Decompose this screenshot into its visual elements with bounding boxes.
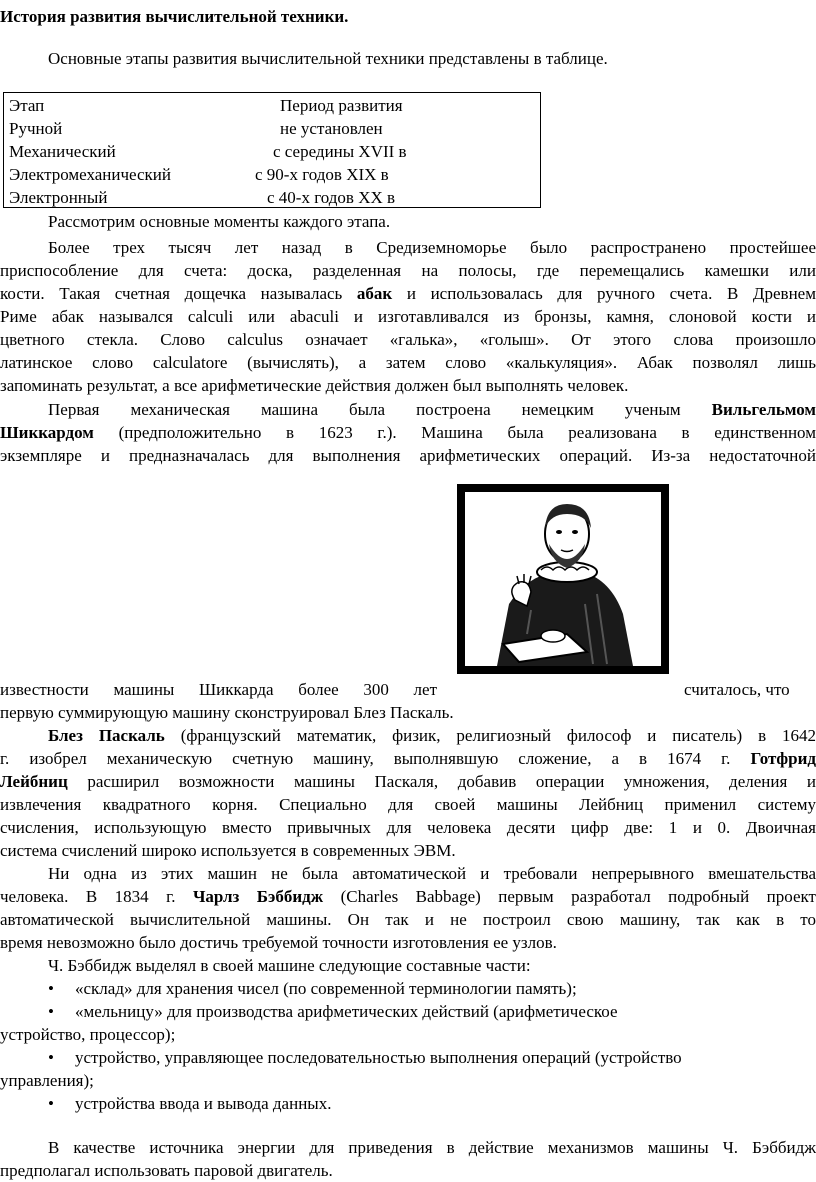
paragraph-line: счисления, использующую вместо привычных для человека десяти цифр две: 1 и 0. Двоичная bbox=[0, 818, 816, 837]
table-row bbox=[9, 140, 407, 163]
paragraph-line: цветного стекла. Слово calculus означает «галька», «голыш». От этого слова произошло bbox=[0, 330, 816, 349]
bullet-icon: • bbox=[48, 1002, 54, 1021]
paragraph-line: считалось, что bbox=[684, 680, 790, 699]
cell-stage: Ручной bbox=[9, 119, 63, 138]
paragraph-line: В качестве источника энергии для приведения в действие механизмов машины Ч. Бэббидж bbox=[48, 1138, 816, 1157]
bullet-icon: • bbox=[48, 979, 54, 998]
cell-stage: Механический bbox=[9, 142, 116, 161]
paragraph-line: Блез Паскаль (французский математик, физик, религиозный философ и писатель) в 1642 bbox=[48, 726, 816, 745]
paragraph-line: экземпляре и предназначалась для выполнения арифметических операций. Из-за недостаточной bbox=[0, 446, 816, 465]
list-item: устройства ввода и вывода данных. bbox=[75, 1094, 332, 1113]
list-item: «склад» для хранения чисел (по современной терминологии память); bbox=[75, 979, 577, 998]
list-item: «мельницу» для производства арифметических действий (арифметическое bbox=[75, 1002, 618, 1021]
paragraph-line: автоматической вычислительной машины. Он так и не построил свою машину, так как в то bbox=[0, 910, 816, 929]
paragraph-line: приспособление для счета: доска, разделенная на полосы, где перемещались камешки или bbox=[0, 261, 816, 280]
paragraph-line: известности машины Шиккарда более 300 лет bbox=[0, 680, 437, 699]
paragraph-line: предполагал использовать паровой двигатель. bbox=[0, 1161, 333, 1180]
paragraph-line: Лейбниц расширил возможности машины Паскаля, добавив операции умножения, деления и bbox=[0, 772, 816, 791]
table-row bbox=[9, 186, 396, 209]
paragraph-line: Ни одна из этих машин не была автоматической и требовали непрерывного вмешательства bbox=[48, 864, 816, 883]
cell-stage: Электронный bbox=[9, 188, 108, 207]
table-header bbox=[9, 94, 403, 117]
paragraph-line: система счислений широко используется в современных ЭВМ. bbox=[0, 841, 456, 860]
cell-period: не установлен bbox=[280, 119, 383, 138]
bullet-icon: • bbox=[48, 1094, 54, 1113]
table-row bbox=[9, 163, 389, 186]
paragraph-line: человека. В 1834 г. Чарлз Бэббидж (Charles Babbage) первым разработал подробный проект bbox=[0, 887, 816, 906]
paragraph-line: извлечения квадратного корня. Специально для своей машины Лейбниц применил систему bbox=[0, 795, 816, 814]
stages-table bbox=[3, 92, 541, 208]
page-title: История развития вычислительной техники. bbox=[0, 7, 349, 26]
portrait-image bbox=[457, 484, 669, 674]
paragraph: Ч. Бэббидж выделял в своей машине следующие составные части: bbox=[48, 956, 531, 975]
list-item-continued: устройство, процессор); bbox=[0, 1025, 176, 1044]
paragraph-line: кости. Такая счетная дощечка называлась абак и использовалась для ручного счета. В Древнем bbox=[0, 284, 816, 303]
intro-text: Основные этапы развития вычислительной техники представлены в таблице. bbox=[48, 49, 608, 68]
cell-period: с середины XVII в bbox=[273, 142, 407, 161]
cell-period: с 90-х годов XIX в bbox=[255, 165, 389, 184]
list-item-continued: управления); bbox=[0, 1071, 94, 1090]
header-stage: Этап bbox=[9, 96, 45, 115]
bullet-icon: • bbox=[48, 1048, 54, 1067]
schickard-portrait bbox=[457, 484, 669, 674]
list-item: устройство, управляющее последовательностью выполнения операций (устройство bbox=[75, 1048, 682, 1067]
paragraph-line: Первая механическая машина была построена немецким ученым Вильгельмом bbox=[48, 400, 816, 419]
paragraph-line: первую суммирующую машину сконструировал Блез Паскаль. bbox=[0, 703, 454, 722]
cell-period: с 40-х годов XX в bbox=[267, 188, 396, 207]
paragraph-line: г. изобрел механическую счетную машину, выполнявшую сложение, а в 1674 г. Готфрид bbox=[0, 749, 816, 768]
paragraph-line: запоминать результат, а все арифметические действия должен был выполнять человек. bbox=[0, 376, 629, 395]
paragraph: Рассмотрим основные моменты каждого этапа. bbox=[48, 212, 391, 231]
paragraph-line: Более трех тысяч лет назад в Средиземноморье было распространено простейшее bbox=[48, 238, 816, 257]
paragraph-line: Риме абак назывался calculi или abaculi и изготавливался из бронзы, камня, слоновой кости и bbox=[0, 307, 816, 326]
paragraph-line: латинское слово calculatore (вычислять), а затем слово «калькуляция». Абак позволял лишь bbox=[0, 353, 816, 372]
cell-stage: Электромеханический bbox=[9, 165, 171, 184]
paragraph-line: Шиккардом (предположительно в 1623 г.). Машина была реализована в единственном bbox=[0, 423, 816, 442]
header-period: Период развития bbox=[280, 96, 403, 115]
table-row bbox=[9, 117, 383, 140]
paragraph-line: время невозможно было достичь требуемой точности изготовления ее узлов. bbox=[0, 933, 557, 952]
